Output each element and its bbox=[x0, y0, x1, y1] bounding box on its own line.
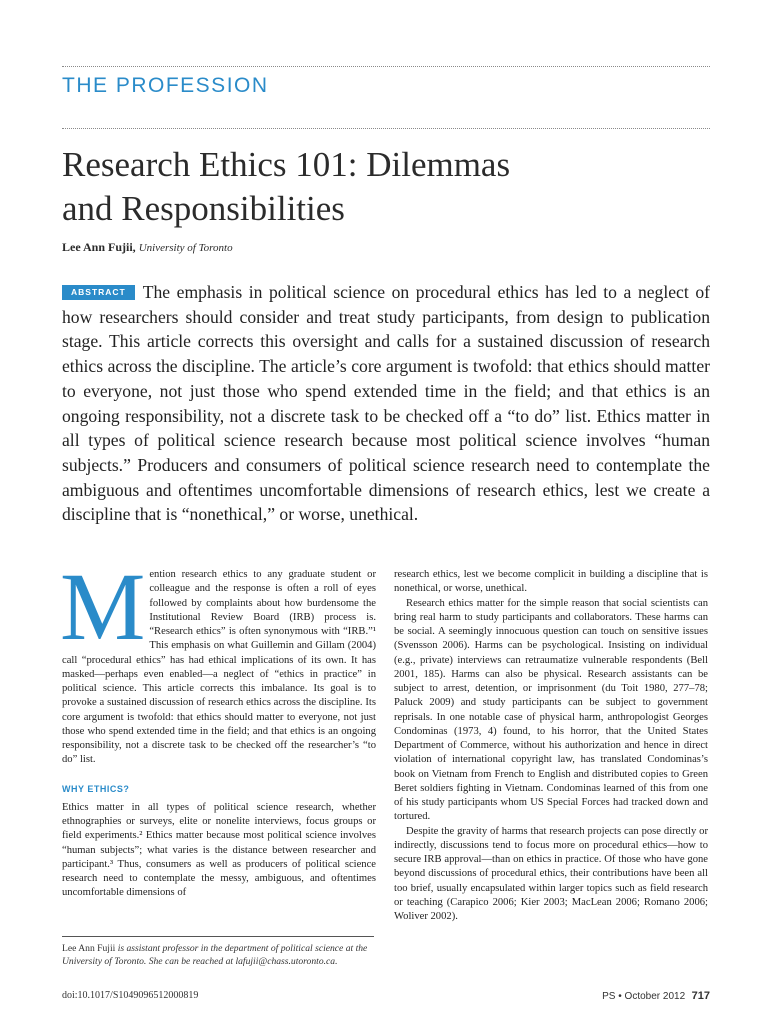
journal-issue: PS • October 2012 bbox=[602, 991, 686, 1002]
intro-text: ention research ethics to any graduate student or colleague and the response is often a roll of eyes followed by complaints about how burdensome the Institutional Review Board (IRB) process is. “Research ethics” is often synonymous with “IRB.”¹ This emphasis on what Guillemin and Gillam (2004) call “procedural ethics” has had ethical implications of its own. It has masked—perhaps even enabled—a neglect of “ethics in practice” in political science. This article corrects this imbalance. Its goal is to provoke a sustained discussion of research ethics across the discipline. Its core argument is twofold: that ethics should matter to everyone, not just those who spend extended time in the field; and that ethics is an ongoing responsibility, not a discrete task to be checked off the researcher’s “to do” list. bbox=[62, 569, 376, 766]
doi: doi:10.1017/S1049096512000819 bbox=[62, 990, 199, 1001]
right-paragraph-1: research ethics, lest we become complicit in building a discipline that is nonethical, or worse, unethical. bbox=[394, 569, 708, 595]
right-paragraph-3: Despite the gravity of harms that research projects can pose directly or indirectly, discussions tend to focus more on procedural ethics—how to secure IRB approval—than on ethics in practice. Of those who have gone beyond discussions of procedural ethics, their contributions have been all too brief, usually encapsulated within larger topics such as field research or teaching (Carapico 2006; Kier 2003; MacLean 2006; Romano 2006; Woliver 2002). bbox=[394, 825, 708, 922]
footnote-text: is assistant professor in the department of political science at the University of Toronto. She can be reached at lafujii@chass.utoronto.ca. bbox=[62, 943, 368, 967]
why-ethics-paragraph: Ethics matter in all types of political science research, whether ethnographies or surveys, elite or nonelite interviews, focus groups or field experiments.² Ethics matter because most political science involves “human subjects”; what varies is the distance between researcher and participant.³ Thus, consumers as well as producers of political science research need to contemplate the messy, ambiguous, and oftentimes uncomfortable dimensions of bbox=[62, 801, 376, 899]
why-ethics-heading: WHY ETHICS? bbox=[62, 783, 130, 794]
section-label: THE PROFESSION bbox=[62, 74, 269, 97]
footnote-author: Lee Ann Fujii bbox=[62, 943, 116, 954]
page-number: 717 bbox=[691, 990, 710, 1002]
right-paragraph-2: Research ethics matter for the simple reason that social scientists can bring real harm to study participants and collaborators. These harms can be social. A seemingly innocuous question can touch on sensitive issues (Svensson 2006). Harms can be psychological. Insisting on individual (e.g., private) interviews can retraumatize vulnerable respondents (Bell 2001, 185). Harms can also be physical. Research assistants can be subject to arrest, detention, or imprisonment (du Toit 1980, 277–78; Paluck 2009) and study participants can be subject to government reprisals. In one notable case of physical harm, anthropologist Georges Condominas (1973, 4) found, to his horror, that the United States Department of Commerce, without his authorization and hence in direct violation of international copyright law, has translated Condominas’s book on Vietnam from French to English and distributed copies to Green Beret soldiers fighting in Vietnam. Condominas learned of this from one of his study participants whom US Special Forces had tracked down and tortured. bbox=[394, 597, 708, 823]
intro-paragraph bbox=[60, 553, 376, 768]
abstract-text: The emphasis in political science on procedural ethics has led to a neglect of how researchers should consider and treat study participants, from design to publication stage. This article corrects this oversight and calls for a sustained discussion of research ethics across the discipline. The article’s core argument is twofold: that ethics should matter to everyone, not just those who spend extended time in the field; and that ethics is an ongoing responsibility, not a discrete task to be checked off a “to do” list. Ethics matter in all types of political science research because most political science involves “human subjects.” Producers and consumers of political science research need to contemplate the ambiguous and oftentimes uncomfortable dimensions of research ethics, lest we create a discipline that is “nonethical,” or worse, unethical. bbox=[62, 282, 710, 525]
title-line-1: Research Ethics 101: Dilemmas bbox=[62, 145, 511, 184]
abstract-badge: ABSTRACT bbox=[62, 285, 135, 300]
page-footer bbox=[602, 990, 710, 1002]
byline bbox=[62, 240, 233, 255]
body-column-right bbox=[394, 568, 708, 924]
top-dotted-rule bbox=[62, 66, 710, 67]
author-affiliation: University of Toronto bbox=[138, 242, 233, 254]
body-column-left bbox=[60, 553, 376, 901]
author-name: Lee Ann Fujii, bbox=[62, 240, 136, 254]
abstract bbox=[62, 280, 710, 527]
section-dotted-rule bbox=[62, 128, 710, 129]
footnote-rule bbox=[62, 936, 374, 937]
drop-cap: M bbox=[60, 553, 146, 660]
article-title bbox=[62, 143, 702, 231]
title-line-2: and Responsibilities bbox=[62, 189, 345, 228]
author-footnote bbox=[62, 942, 376, 968]
